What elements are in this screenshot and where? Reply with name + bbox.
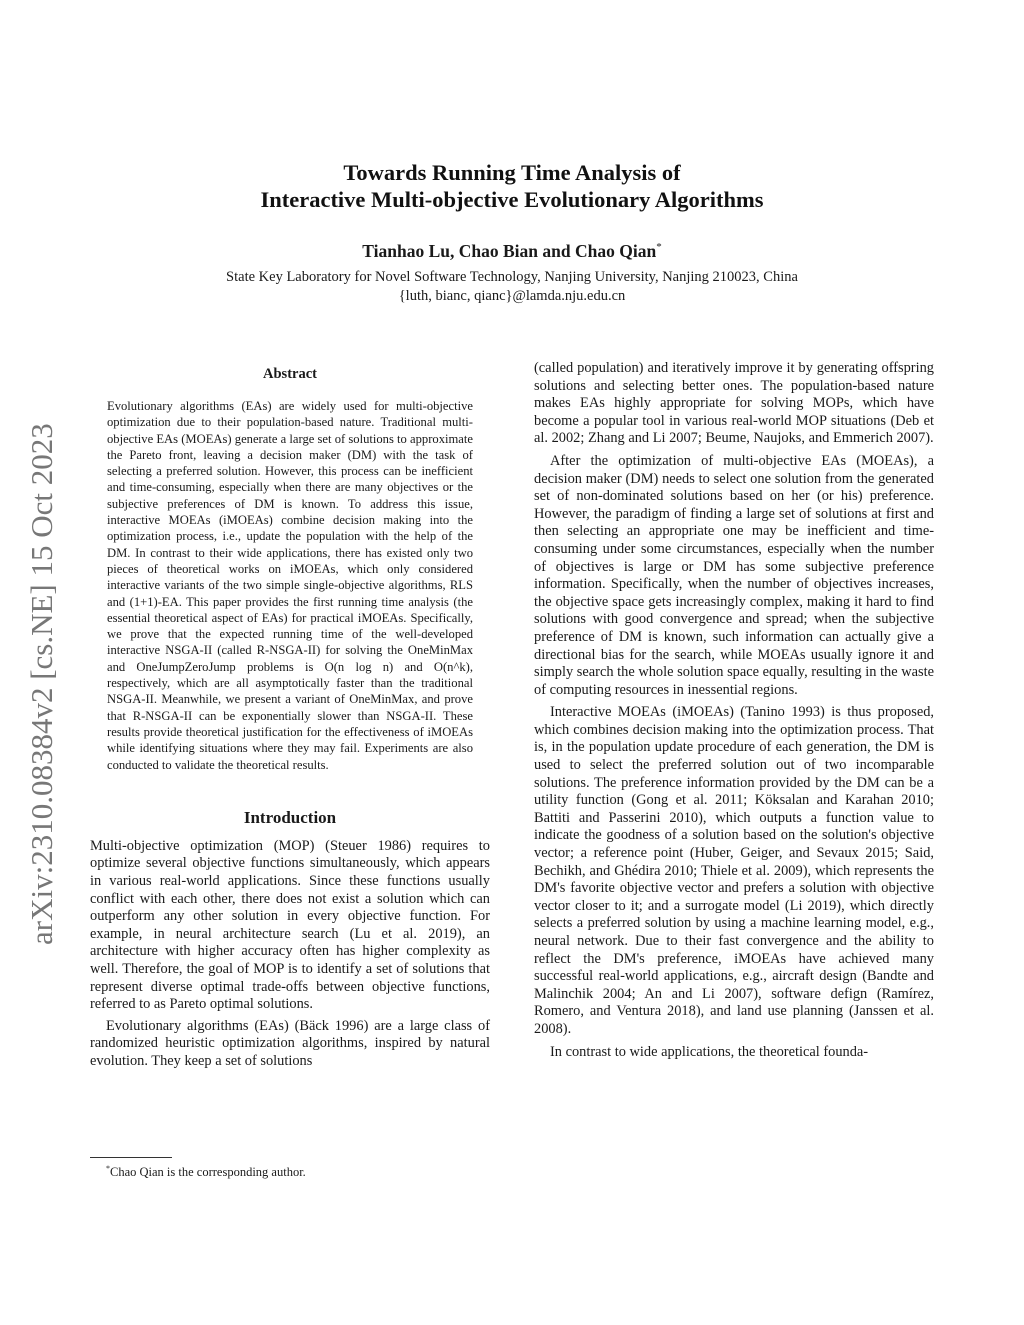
arxiv-identifier: arXiv:2310.08384v2 [cs.NE] 15 Oct 2023 [24,423,59,945]
right-paragraph-3: Interactive MOEAs (iMOEAs) (Tanino 1993) is thus proposed, which combines decision making into the optimization process. That is, in the population update procedure of each generation, the DM is used to select the preferred solution out of two incomparable solutions. The preference information provided by the DM can be a utility function (Gong et al. 2011; Köksalan and Karahan 2010; Battiti and Passerini 2010), which outputs a function value to indicate the goodness of a solution based on the solution's objective vector; a reference point (Huber, Geiger, and Sevaux 2015; Said, Bechikh, and Ghédira 2010; Thiele et al. 2009), which represents the DM's favorite objective vector and prefers a solution with objective vector closer to it; and a surrogate model (Li 2019), which directly selects a preferred solution by using a machine learning model, e.g., neural network. Due to their fast convergence and the ability to reflect the DM's preference, iMOEAs have achieved many successful real-world applications, e.g., aircraft design (Bandte and Malinchik 2004; An and Li 2007), software defign (Ramírez, Romero, and Ventura 2018), and land use planning (Janssen et al. 2008). [534,704,934,1037]
footnote-text: Chao Qian is the corresponding author. [110,1165,306,1180]
right-column [534,360,934,1061]
affiliation-institution: State Key Laboratory for Novel Software Technology, Nanjing University, Nanjing 210023, China [226,269,798,285]
abstract-heading: Abstract [263,366,317,382]
right-paragraph-1: (called population) and iteratively improve it by generating offspring solutions and selecting better ones. The population-based nature makes EAs highly appropriate for solving MOPs, which have become a popular tool in various real-world MOP situations (Deb et al. 2002; Zhang and Li 2007; Beume, Naujoks, and Emmerich 2007). [534,360,934,447]
affiliation-emails: {luth, bianc, qianc}@lamda.nju.edu.cn [398,288,626,304]
footnote [106,1161,486,1180]
author-names: Tianhao Lu, Chao Bian and Chao Qian [362,240,657,261]
introduction-heading: Introduction [243,807,337,827]
right-paragraph-4: In contrast to wide applications, the theoretical founda- [550,1043,869,1060]
left-column [90,360,490,1071]
title-line-1: Towards Running Time Analysis of [343,160,681,185]
paper-title [140,159,884,213]
affiliation [140,268,884,306]
footnote-mark: * [106,1164,110,1173]
author-list [140,236,884,262]
intro-paragraph-2: Evolutionary algorithms (EAs) (Bäck 1996) are a large class of randomized heuristic optimization algorithms, inspired by natural evolution. They keep a set of solutions [90,1017,490,1069]
footnote-divider [90,1157,172,1158]
title-line-2: Interactive Multi-objective Evolutionary Algorithms [260,187,764,212]
corresponding-author-mark: * [656,241,662,253]
abstract-text: Evolutionary algorithms (EAs) are widely used for multi-objective optimization due to their population-based nature. Traditional multi-objective EAs (MOEAs) generate a large set of solutions to approximate the Pareto front, leaving a decision maker (DM) with the task of selecting a preferred solution. However, this process can be inefficient and time-consuming, especially when there are many objectives or the subjective preferences of DM is known. To address this issue, interactive MOEAs (iMOEAs) combine decision making into the optimization process, i.e., update the population with the help of the DM. In contrast to their wide applications, there has existed only two pieces of theoretical works on iMOEAs, which only considered interactive variants of the two simple single-objective algorithms, RLS and (1+1)-EA. This paper provides the first running time analysis (the essential theoretical aspect of EAs) for practical iMOEAs. Specifically, we prove that the expected running time of the well-developed interactive NSGA-II (called R-NSGA-II) for solving the OneMinMax and OneJumpZeroJump problems is O(n log n) and O(n^k), respectively, which are all asymptotically faster than the traditional NSGA-II. Meanwhile, we present a variant of OneMinMax, and prove that R-NSGA-II can be exponentially slower than NSGA-II. These results provide theoretical justification for the effectiveness of iMOEAs while identifying situations where they may fail. Experiments are also conducted to validate the theoretical results. [107,399,473,772]
right-paragraph-2: After the optimization of multi-objective EAs (MOEAs), a decision maker (DM) needs to select one solution from the generated set of non-dominated solutions based on her (or his) preference. However, the paradigm of finding a large set of solutions at first and then selecting an appropriate one may be inefficient and time-consuming under some circumstances, especially when the number of objectives is large or DM has some subjective preference information. Specifically, when the number of objectives increases, the objective space gets increasingly complex, making it hard to find solutions with good convergence and spread; when the subjective preference of DM is known, such information can actually give a directional bias for the search, while MOEAs usually ignore it and simply search the whole solution space equally, resulting in the waste of computing resources in inessential regions. [534,452,934,698]
intro-paragraph-1: Multi-objective optimization (MOP) (Steuer 1986) requires to optimize several objective functions simultaneously, which appears in various real-world applications. Since these functions usually conflict with each other, there does not exist a solution which can outperform any other solution in every objective function. For example, in neural architecture search (Lu et al. 2019), an architecture with higher accuracy often has higher complexity as well. Therefore, the goal of MOP is to identify a set of solutions that represent diverse optimal trade-offs between objective functions, referred to as Pareto optimal solutions. [90,837,490,1013]
